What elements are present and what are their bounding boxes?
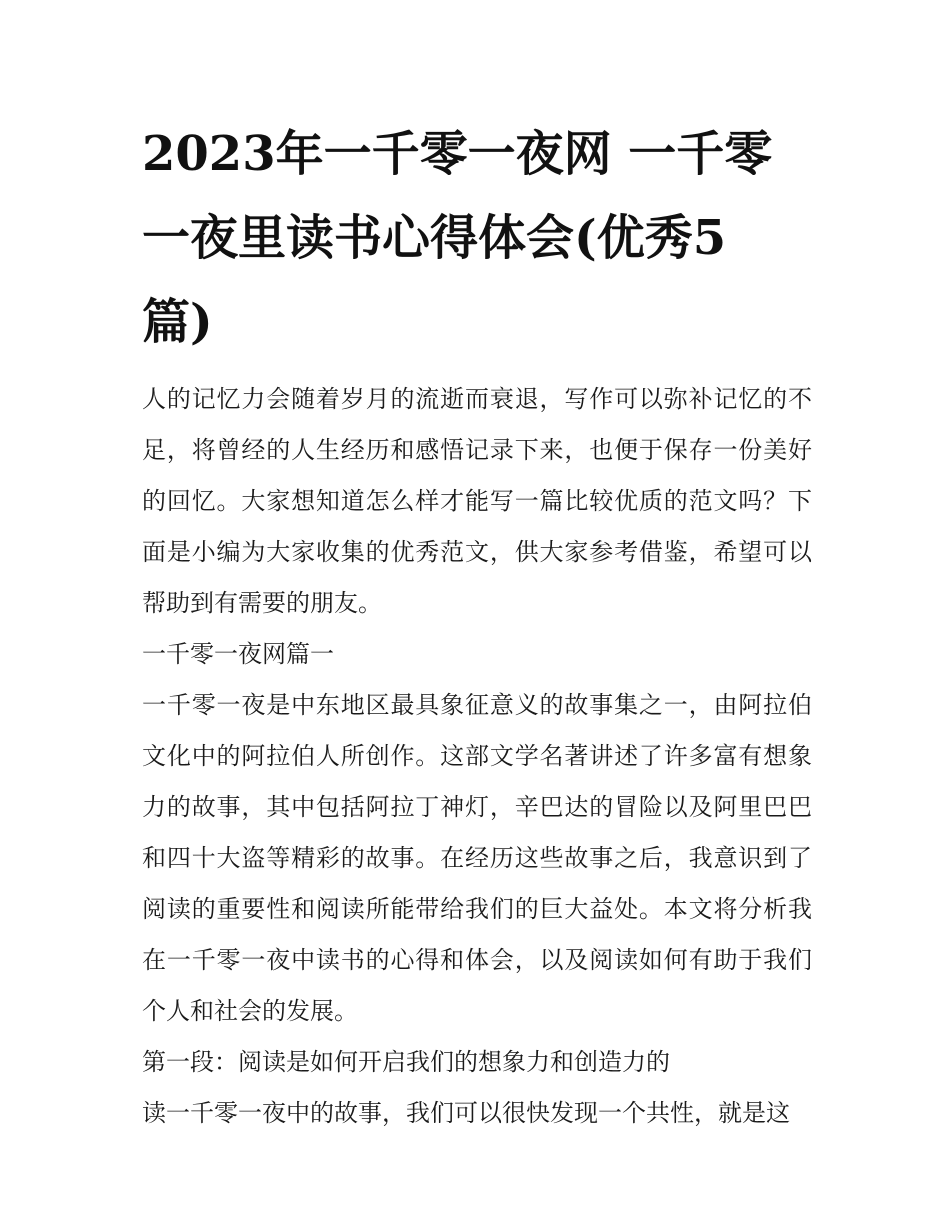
subsection-heading: 第一段：阅读是如何开启我们的想象力和创造力的 — [142, 1048, 670, 1076]
document-body — [142, 374, 812, 1139]
document-content — [142, 112, 812, 1139]
section-heading: 一千零一夜网篇一 — [142, 640, 334, 668]
subsection-paragraph: 读一千零一夜中的故事，我们可以很快发现一个共性，就是这 — [142, 1099, 790, 1127]
intro-paragraph: 人的记忆力会随着岁月的流逝而衰退，写作可以弥补记忆的不足，将曾经的人生经历和感悟记录下来，也便于保存一份美好的回忆。大家想知道怎么样才能写一篇比较优质的范文吗？下面是小编为大家收集的优秀范文，供大家参考借鉴，希望可以帮助到有需要的朋友。 — [142, 385, 812, 617]
section-paragraph: 一千零一夜是中东地区最具象征意义的故事集之一，由阿拉伯文化中的阿拉伯人所创作。这部文学名著讲述了许多富有想象力的故事，其中包括阿拉丁神灯，辛巴达的冒险以及阿里巴巴和四十大盗等精彩的故事。在经历这些故事之后，我意识到了阅读的重要性和阅读所能带给我们的巨大益处。本文将分析我在一千零一夜中读书的心得和体会，以及阅读如何有助于我们个人和社会的发展。 — [142, 691, 812, 1025]
document-title: 2023年一千零一夜网 一千零一夜里读书心得体会(优秀5篇) — [142, 126, 773, 350]
